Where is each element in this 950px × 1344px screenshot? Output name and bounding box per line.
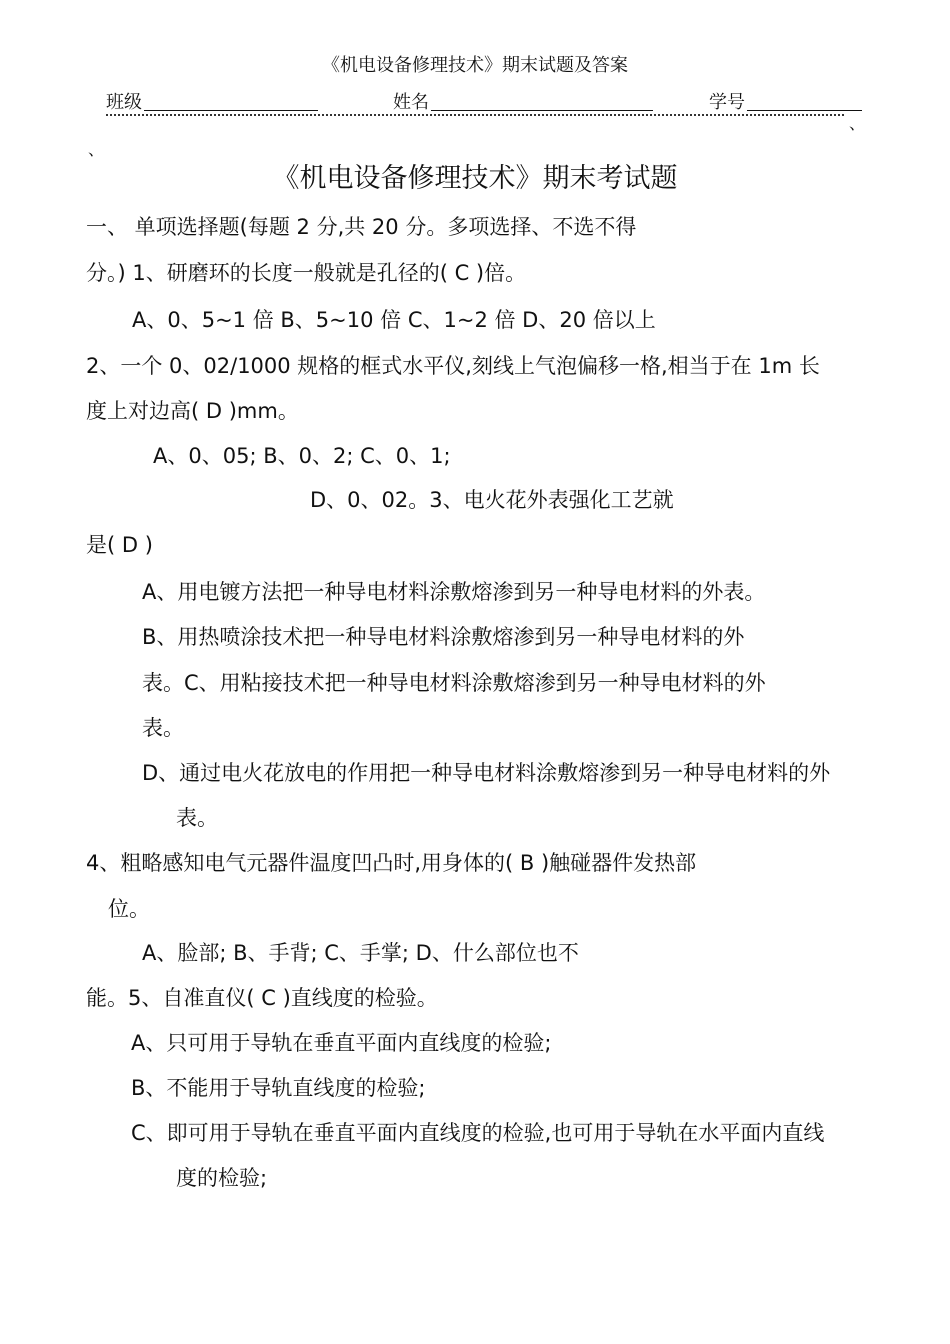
question-5-option-c: C、即可用于导轨在垂直平面内直线度的检验,也可用于导轨在水平面内直线 <box>131 1121 825 1145</box>
question-3-option-b: B、用热喷涂技术把一种导电材料涂敷熔渗到另一种导电材料的外 <box>142 625 745 649</box>
student-id-blank-line <box>747 110 862 111</box>
punctuation-mark: 、 <box>849 114 866 133</box>
document-header-title: 《机电设备修理技术》期末试题及答案 <box>322 55 628 76</box>
question-3-option-c-cont: 表。 <box>142 716 184 740</box>
question-4-cont-and-question-5: 能。5、自准直仪( C )直线度的检验。 <box>86 986 438 1010</box>
question-4-cont: 位。 <box>108 897 150 921</box>
question-5-option-c-cont: 度的检验; <box>176 1166 268 1190</box>
question-3-cont: 是( D ) <box>86 533 153 557</box>
name-blank-line <box>431 110 653 111</box>
question-4-options: A、脸部; B、手背; C、手掌; D、什么部位也不 <box>142 941 579 965</box>
name-label: 姓名 <box>393 92 429 113</box>
question-3-option-d-cont: 表。 <box>176 806 218 830</box>
student-id-label: 学号 <box>709 92 745 113</box>
punctuation-mark: 、 <box>88 140 105 159</box>
question-2: 2、一个 0、02/1000 规格的框式水平仪,刻线上气泡偏移一格,相当于在 1m 长 <box>86 354 820 378</box>
cut-line <box>106 114 844 116</box>
exam-title: 《机电设备修理技术》期末考试题 <box>272 163 678 194</box>
question-5-option-a: A、只可用于导轨在垂直平面内直线度的检验; <box>131 1031 552 1055</box>
question-1: 分。) 1、研磨环的长度一般就是孔径的( C )倍。 <box>86 261 527 285</box>
question-1-options: A、0、5~1 倍 B、5~10 倍 C、1~2 倍 D、20 倍以上 <box>132 308 656 332</box>
question-5-option-b: B、不能用于导轨直线度的检验; <box>131 1076 426 1100</box>
section-heading: 一、 单项选择题(每题 2 分,共 20 分。多项选择、不选不得 <box>86 215 637 239</box>
question-4: 4、粗略感知电气元器件温度凹凸时,用身体的( B )触碰器件发热部 <box>86 851 697 875</box>
question-3-option-a: A、用电镀方法把一种导电材料涂敷熔渗到另一种导电材料的外表。 <box>142 580 766 604</box>
class-blank-line <box>144 110 318 111</box>
question-2-option-d-and-question-3: D、0、02。3、电火花外表强化工艺就 <box>310 488 674 512</box>
class-label: 班级 <box>106 92 142 113</box>
question-3-option-c: 表。C、用粘接技术把一种导电材料涂敷熔渗到另一种导电材料的外 <box>142 671 766 695</box>
question-3-option-d: D、通过电火花放电的作用把一种导电材料涂敷熔渗到另一种导电材料的外 <box>142 761 831 785</box>
question-2-cont: 度上对边高( D )mm。 <box>86 399 299 423</box>
question-2-options: A、0、05; B、0、2; C、0、1; <box>153 444 451 468</box>
